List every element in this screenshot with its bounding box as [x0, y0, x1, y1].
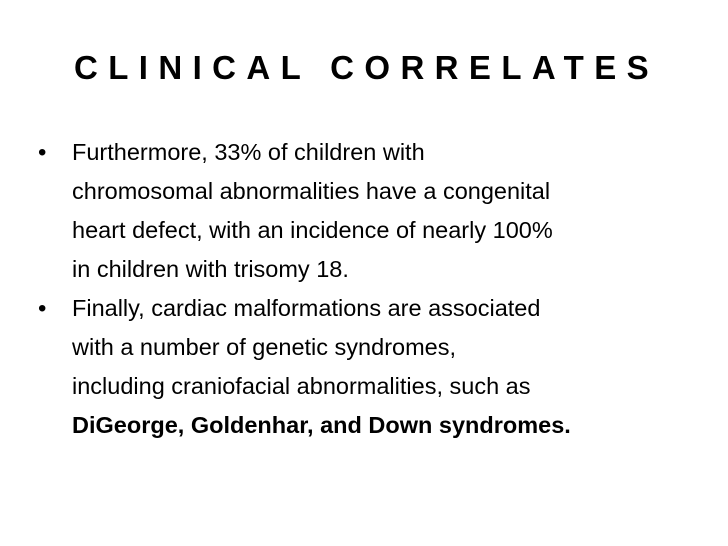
bullet-line: with a number of genetic syndromes,: [72, 334, 457, 360]
bullet-line-bold: DiGeorge, Goldenhar, and Down syndromes.: [72, 412, 571, 438]
bullet-line: including craniofacial abnormalities, such as: [72, 373, 531, 399]
bullet-line: chromosomal abnormalities have a congenital: [72, 178, 551, 204]
bullet-item: [38, 133, 698, 289]
bullet-list: [38, 133, 698, 445]
bullet-line: Finally, cardiac malformations are associated: [72, 295, 541, 321]
bullet-line: heart defect, with an incidence of nearly 100%: [72, 217, 553, 243]
slide-title: CLINICAL CORRELATES: [74, 49, 660, 86]
bullet-line: in children with trisomy 18.: [72, 256, 349, 282]
bullet-dot-icon: •: [38, 139, 47, 166]
bullet-line: Furthermore, 33% of children with: [72, 139, 425, 165]
bullet-item: [38, 289, 698, 445]
bullet-dot-icon: •: [38, 295, 47, 322]
